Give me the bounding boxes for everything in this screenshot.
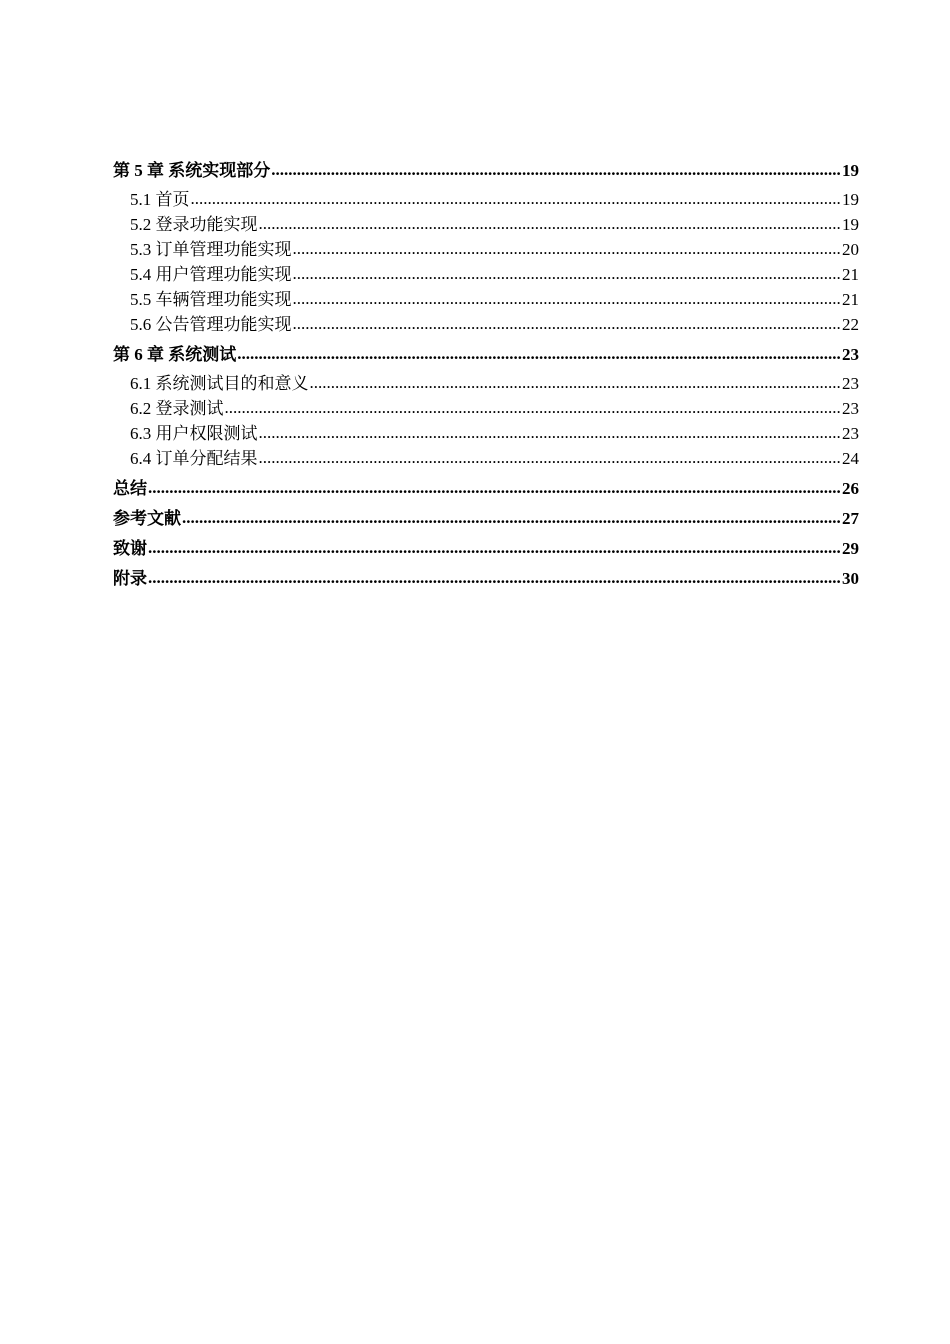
toc-entry-page: 24 <box>842 449 859 468</box>
toc-entry-title: 5.1 首页 <box>130 190 190 209</box>
toc-entry-page: 19 <box>842 215 859 234</box>
toc-leader-dots <box>148 565 841 590</box>
toc-entry-page: 23 <box>842 345 859 364</box>
toc-entry-5-2[interactable] <box>113 212 859 237</box>
toc-entry-title: 参考文献 <box>113 509 181 528</box>
toc-entry-page: 23 <box>842 399 859 418</box>
toc-entry-title: 5.3 订单管理功能实现 <box>130 240 292 259</box>
toc-entry-6-4[interactable] <box>113 446 859 471</box>
toc-entry-6-3[interactable] <box>113 421 859 446</box>
toc-entry-page: 22 <box>842 315 859 334</box>
toc-entry-title: 第 6 章 系统测试 <box>113 345 237 364</box>
toc-entry-6-1[interactable] <box>113 371 859 396</box>
toc-entry-chapter-5[interactable] <box>113 158 859 183</box>
toc-leader-dots <box>293 261 842 286</box>
toc-entry-page: 26 <box>842 479 859 498</box>
toc-entry-title: 总结 <box>113 479 147 498</box>
toc-entry-5-4[interactable] <box>113 262 859 287</box>
toc-leader-dots <box>310 370 842 395</box>
toc-entry-chapter-6[interactable] <box>113 342 859 367</box>
toc-entry-acknowledgements[interactable] <box>113 536 859 561</box>
toc-leader-dots <box>293 236 842 261</box>
toc-entry-title: 6.3 用户权限测试 <box>130 424 258 443</box>
toc-leader-dots <box>182 505 841 530</box>
toc-entry-title: 6.4 订单分配结果 <box>130 449 258 468</box>
toc-entry-5-6[interactable] <box>113 312 859 337</box>
toc-entry-page: 23 <box>842 424 859 443</box>
toc-leader-dots <box>259 211 842 236</box>
toc-entry-title: 5.2 登录功能实现 <box>130 215 258 234</box>
toc-entry-page: 21 <box>842 265 859 284</box>
toc-entry-title: 6.2 登录测试 <box>130 399 224 418</box>
toc-entry-page: 23 <box>842 374 859 393</box>
toc-entry-page: 27 <box>842 509 859 528</box>
toc-leader-dots <box>259 445 842 470</box>
toc-entry-title: 附录 <box>113 569 147 588</box>
toc-entry-page: 29 <box>842 539 859 558</box>
toc-entry-title: 致谢 <box>113 539 147 558</box>
toc-leader-dots <box>191 186 842 211</box>
toc-entry-page: 21 <box>842 290 859 309</box>
toc-entry-references[interactable] <box>113 506 859 531</box>
toc-entry-appendix[interactable] <box>113 566 859 591</box>
toc-entry-5-5[interactable] <box>113 287 859 312</box>
toc-leader-dots <box>148 535 841 560</box>
toc-entry-title: 5.5 车辆管理功能实现 <box>130 290 292 309</box>
toc-entry-page: 30 <box>842 569 859 588</box>
toc-entry-title: 第 5 章 系统实现部分 <box>113 161 271 180</box>
toc-entry-5-1[interactable] <box>113 187 859 212</box>
toc-entry-6-2[interactable] <box>113 396 859 421</box>
toc-entry-title: 5.4 用户管理功能实现 <box>130 265 292 284</box>
toc-entry-page: 19 <box>842 161 859 180</box>
toc-leader-dots <box>237 341 841 366</box>
toc-entry-title: 6.1 系统测试目的和意义 <box>130 374 309 393</box>
toc-leader-dots <box>293 286 842 311</box>
toc-entry-page: 20 <box>842 240 859 259</box>
toc-leader-dots <box>293 311 842 336</box>
toc-leader-dots <box>148 475 841 500</box>
toc-entry-summary[interactable] <box>113 476 859 501</box>
toc-entry-page: 19 <box>842 190 859 209</box>
toc-leader-dots <box>225 395 842 420</box>
toc-leader-dots <box>271 157 841 182</box>
toc-entry-title: 5.6 公告管理功能实现 <box>130 315 292 334</box>
toc-leader-dots <box>259 420 842 445</box>
toc-entry-5-3[interactable] <box>113 237 859 262</box>
table-of-contents <box>113 158 859 595</box>
